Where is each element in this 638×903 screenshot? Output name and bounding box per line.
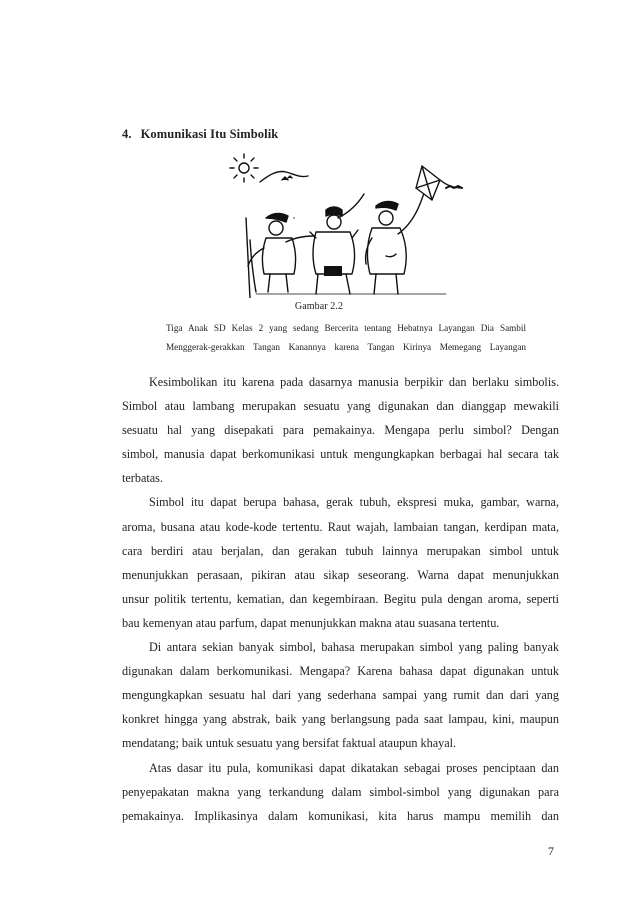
figure-illustration bbox=[226, 148, 470, 298]
paragraph-line: digunakan dalam berkomunikasi. Mengapa? Karena bahasa dapat digunakan untuk bbox=[122, 664, 559, 679]
paragraph-line: penyepakatan makna yang terkandung dalam simbol-simbol yang digunakan para bbox=[122, 784, 559, 799]
paragraph-line: Simbol itu dapat berupa bahasa, gerak tubuh, ekspresi muka, gambar, warna, bbox=[149, 495, 559, 510]
paragraph-line: mendatang; baik untuk sesuatu yang bersifat faktual ataupun khayal. bbox=[122, 736, 457, 751]
paragraph-line: pemakainya. Implikasinya dalam komunikasi, kita harus mampu memilih dan bbox=[122, 808, 559, 823]
paragraph-line: unsur politik tertentu, kematian, dan kegembiraan. Begitu pula dengan aroma, seperti bbox=[122, 591, 559, 606]
paragraph-line: Di antara sekian banyak simbol, bahasa merupakan simbol yang paling banyak bbox=[149, 640, 559, 655]
body-text bbox=[122, 370, 559, 828]
section-heading bbox=[122, 127, 278, 142]
left-kid bbox=[248, 213, 314, 292]
paragraph-line: sesuatu hal yang disepakati para pemakainya. Mengapa perlu simbol? Dengan bbox=[122, 423, 559, 438]
paragraph-line: menunjukkan perasaan, pikiran atau sikap seseorang. Warna dapat menunjukkan bbox=[122, 567, 559, 582]
section-title: Komunikasi Itu Simbolik bbox=[140, 127, 279, 141]
paragraph-line: mengungkapkan sesuatu hal dari yang sederhana sampai yang rumit dan dari yang bbox=[122, 688, 559, 703]
paragraph-line: simbol, manusia dapat berkomunikasi untuk mengungkapkan berbagai hal secara tak bbox=[122, 447, 559, 462]
kids-kite-illustration bbox=[226, 148, 470, 298]
page-number: 7 bbox=[548, 844, 554, 858]
paragraph-line: terbatas. bbox=[122, 471, 163, 486]
paragraph-line: cara berdiri atau berjalan, dan gerakan tubuh lainnya merupakan simbol untuk bbox=[122, 543, 559, 558]
paragraph-line: konkret hingga yang abstrak, baik yang berlangsung pada saat lampau, kini, maupun bbox=[122, 712, 559, 727]
paragraph-line: Kesimbolikan itu karena pada dasarnya manusia berpikir dan berlaku simbolis. bbox=[149, 375, 559, 389]
paragraph-line: Atas dasar itu pula, komunikasi dapat dikatakan sebagai proses penciptaan dan bbox=[149, 760, 559, 775]
figure-caption bbox=[166, 319, 526, 357]
caption-line: Menggerak-gerakkan Tangan Kanannya karena Tangan Kirinya Memegang Layangan bbox=[166, 342, 526, 352]
bird-mark bbox=[282, 176, 292, 180]
figure-caption-title: Gambar 2.2 bbox=[294, 301, 344, 312]
caption-line: Tiga Anak SD Kelas 2 yang sedang Bercerita tentang Hebatnya Layangan Dia Sambil bbox=[166, 323, 526, 333]
sun-icon bbox=[230, 154, 258, 182]
paragraph-line: Simbol atau lambang merupakan sesuatu yang digunakan dan dianggap mewakili bbox=[122, 399, 559, 414]
middle-kid bbox=[310, 194, 364, 294]
paragraph-line: bau kemenyan atau parfum, dapat menunjukkan makna atau suasana tertentu. bbox=[122, 615, 500, 630]
paragraph-line: aroma, busana atau kode-kode tertentu. Raut wajah, lambaian tangan, kerdipan mata, bbox=[122, 519, 559, 534]
right-kid bbox=[366, 188, 426, 294]
hills-line bbox=[260, 171, 308, 182]
section-number: 4. bbox=[122, 127, 132, 141]
